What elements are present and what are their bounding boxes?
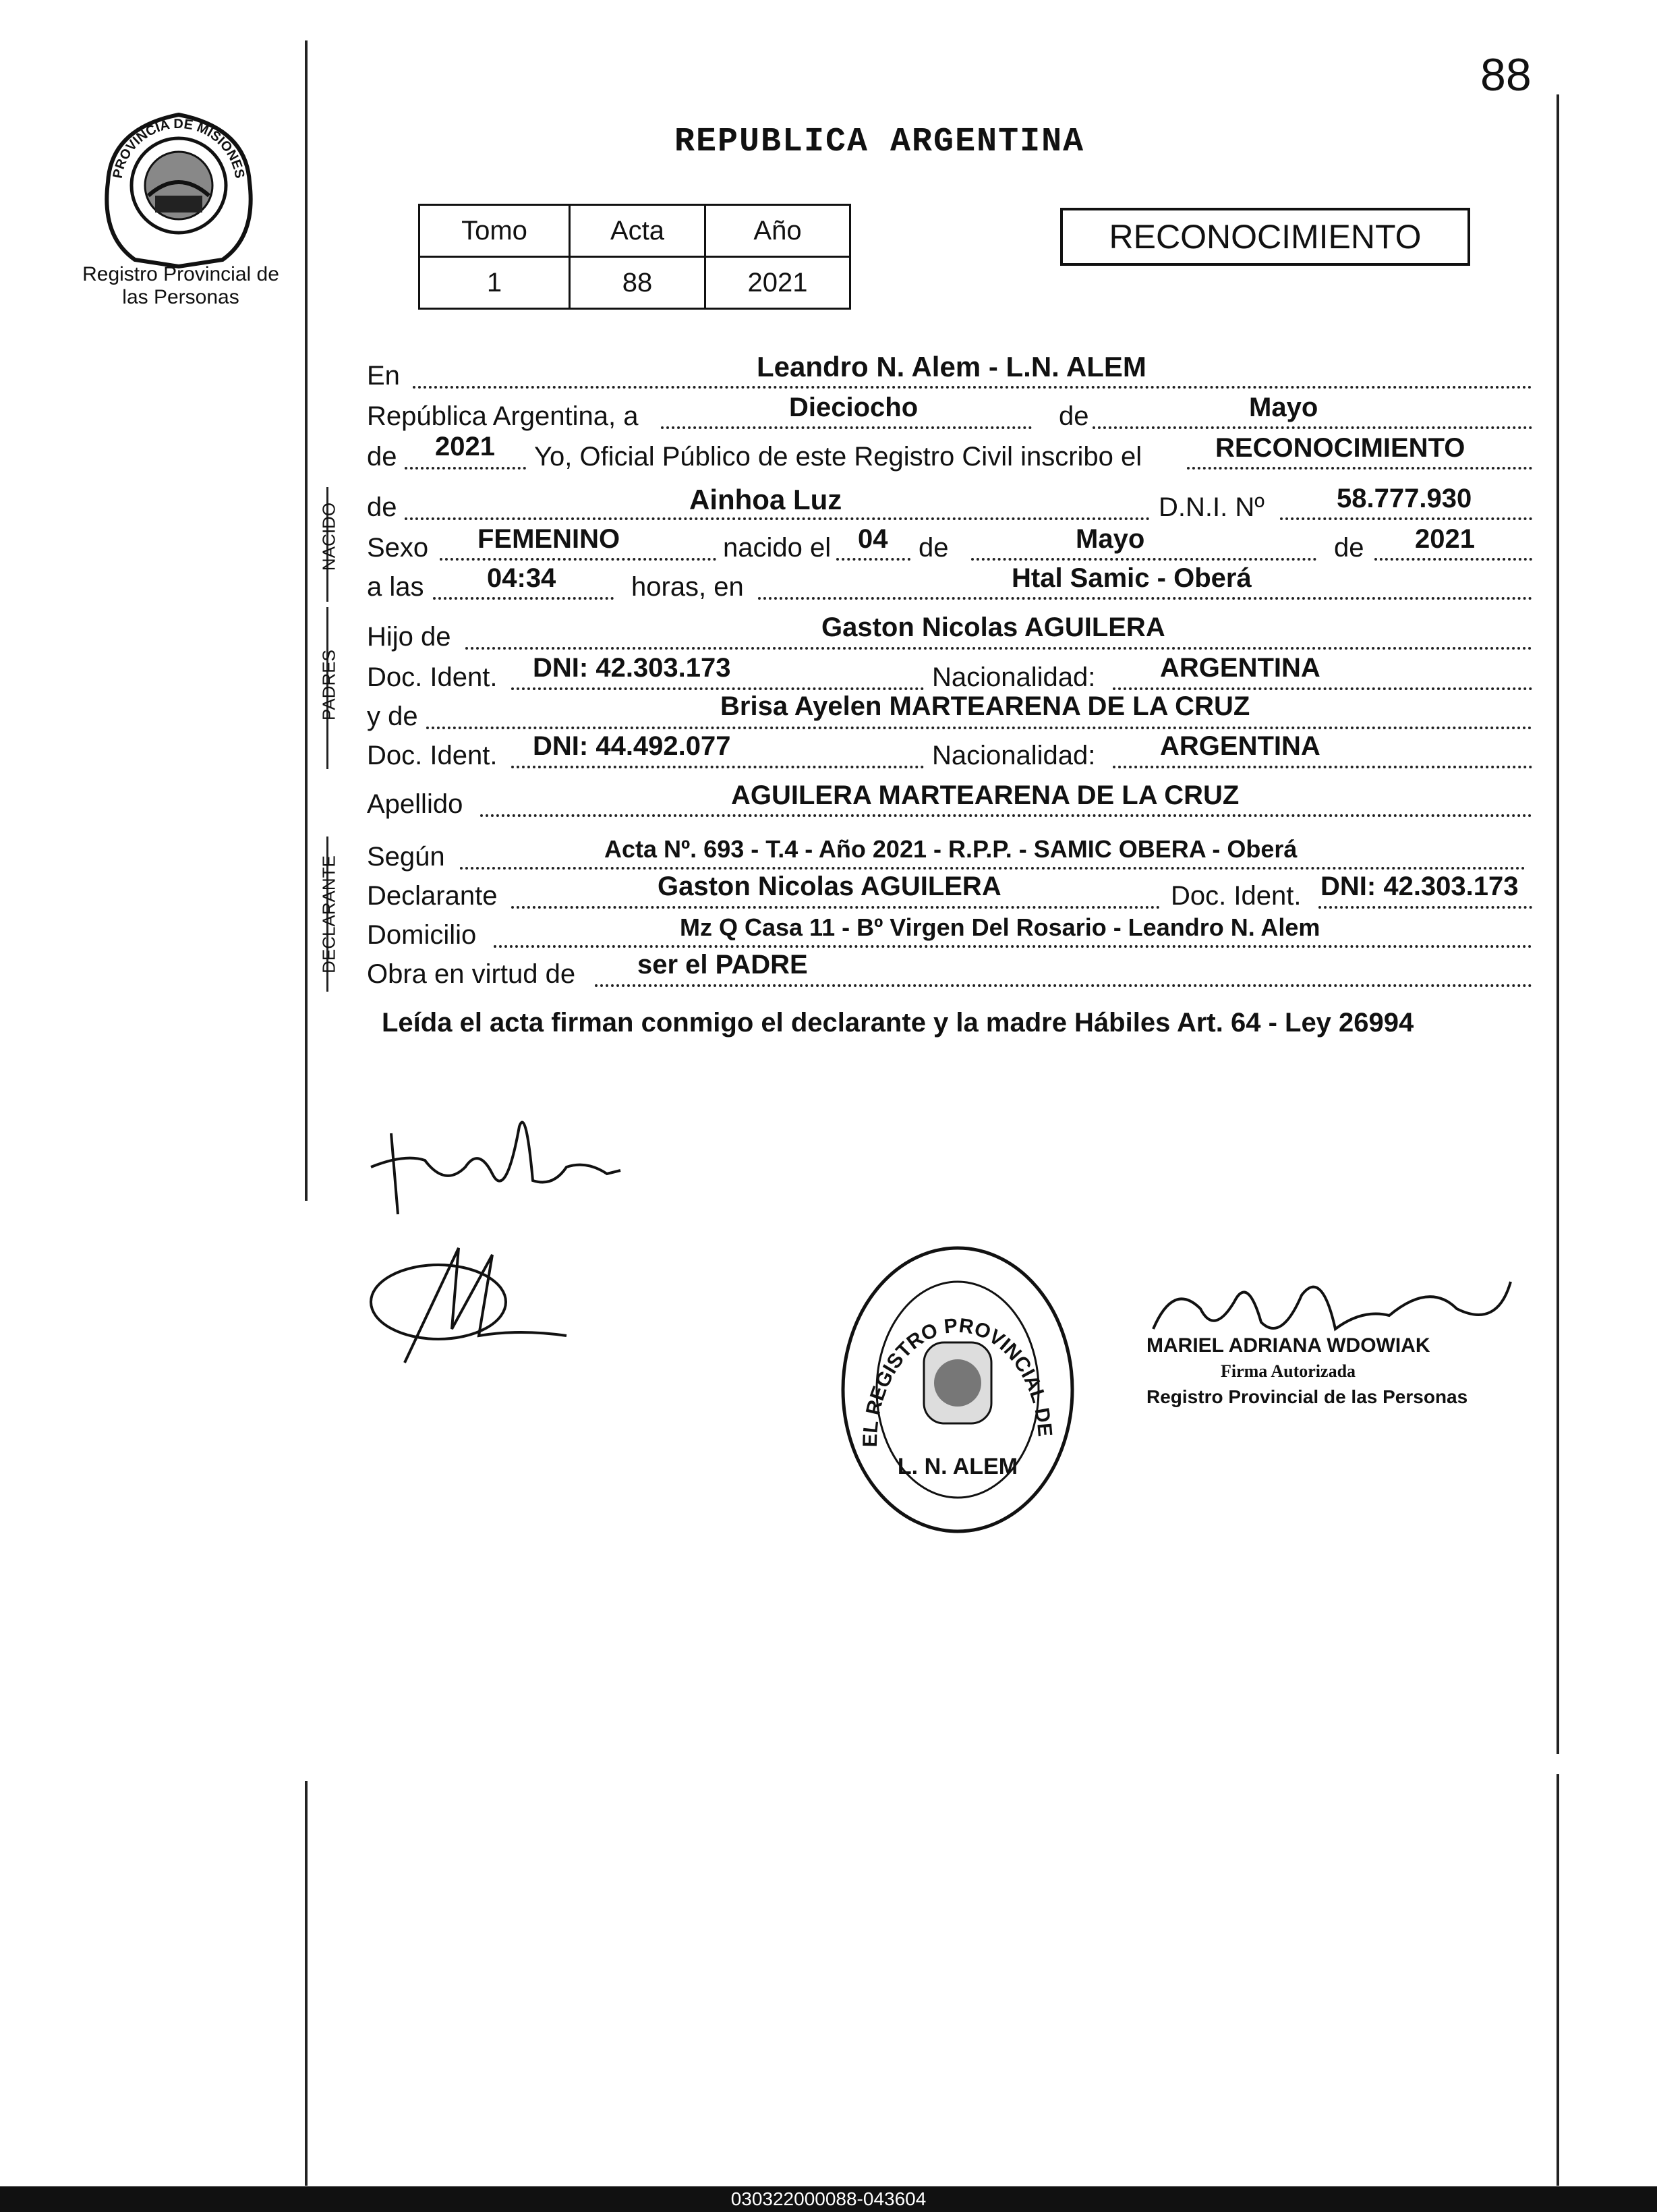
label-doc-ident: Doc. Ident. bbox=[367, 741, 498, 770]
label-doc-ident: Doc. Ident. bbox=[1171, 881, 1302, 911]
label-domicilio: Domicilio bbox=[367, 920, 477, 950]
dotted-line bbox=[1113, 687, 1532, 690]
father-name-value: Gaston Nicolas AGUILERA bbox=[821, 613, 1165, 642]
dotted-line bbox=[440, 558, 716, 561]
dotted-line bbox=[1374, 558, 1532, 561]
label-en: En bbox=[367, 361, 400, 391]
label-nacionalidad: Nacionalidad: bbox=[932, 741, 1096, 770]
father-nationality-value: ARGENTINA bbox=[1160, 653, 1320, 683]
label-dni: D.N.I. Nº bbox=[1159, 492, 1264, 522]
dotted-line bbox=[494, 945, 1532, 948]
mother-nationality-value: ARGENTINA bbox=[1160, 731, 1320, 761]
label-de: de bbox=[367, 492, 397, 522]
table-cell: 1 bbox=[419, 257, 570, 309]
mother-doc-value: DNI: 44.492.077 bbox=[533, 731, 731, 761]
footer-code-bar bbox=[0, 2186, 1657, 2212]
surname-value: AGUILERA MARTEARENA DE LA CRUZ bbox=[731, 781, 1240, 810]
birth-place-value: Htal Samic - Oberá bbox=[1012, 563, 1252, 593]
side-label-declarante: DECLARANTE bbox=[318, 855, 339, 973]
reason-value: ser el PADRE bbox=[637, 950, 808, 980]
document-type-box: RECONOCIMIENTO bbox=[1060, 208, 1470, 266]
footer-code: 030322000088-043604 bbox=[730, 2188, 927, 2209]
dotted-line bbox=[413, 386, 1532, 389]
birth-month-value: Mayo bbox=[1076, 524, 1145, 554]
dotted-line bbox=[426, 727, 1532, 729]
table-header: Tomo bbox=[419, 205, 570, 257]
side-label-nacido: NACIDO bbox=[318, 502, 339, 571]
dotted-line bbox=[405, 467, 526, 470]
label-obra-en-virtud: Obra en virtud de bbox=[367, 959, 576, 989]
father-doc-value: DNI: 42.303.173 bbox=[533, 653, 731, 683]
institution-name: Registro Provincial de las Personas bbox=[82, 263, 279, 308]
left-margin-line-lower bbox=[305, 1781, 308, 2186]
address-value: Mz Q Casa 11 - Bº Virgen Del Rosario - Leandro N. Alem bbox=[680, 913, 1320, 941]
declarant-value: Gaston Nicolas AGUILERA bbox=[658, 872, 1001, 901]
label-nacionalidad: Nacionalidad: bbox=[932, 662, 1096, 692]
reference-table bbox=[418, 204, 851, 310]
label-de: de bbox=[919, 533, 949, 563]
label-republica: República Argentina, a bbox=[367, 401, 639, 431]
left-margin-line bbox=[305, 40, 308, 1201]
dotted-line bbox=[1318, 906, 1532, 909]
svg-text:L. N. ALEM: L. N. ALEM bbox=[897, 1454, 1018, 1479]
closing-statement: Leída el acta firman conmigo el declarante y la madre Hábiles Art. 64 - Ley 26994 bbox=[382, 1008, 1414, 1038]
label-de: de bbox=[367, 442, 397, 472]
label-declarante: Declarante bbox=[367, 881, 498, 911]
dotted-line bbox=[460, 867, 1525, 870]
birth-time-value: 04:34 bbox=[487, 563, 556, 593]
dotted-line bbox=[511, 687, 924, 690]
province-logo bbox=[94, 101, 263, 270]
birth-year-value: 2021 bbox=[1415, 524, 1475, 554]
mother-name-value: Brisa Ayelen MARTEARENA DE LA CRUZ bbox=[720, 691, 1250, 721]
child-name-value: Ainhoa Luz bbox=[689, 484, 842, 515]
dotted-line bbox=[836, 558, 910, 561]
dotted-line bbox=[465, 647, 1532, 650]
place-value: Leandro N. Alem - L.N. ALEM bbox=[757, 351, 1146, 382]
dotted-line bbox=[405, 517, 1150, 520]
birth-day-value: 04 bbox=[858, 524, 888, 554]
dotted-line bbox=[511, 766, 924, 768]
dotted-line bbox=[1187, 467, 1532, 470]
page-title: REPUBLICA ARGENTINA bbox=[674, 123, 1085, 161]
dotted-line bbox=[480, 814, 1532, 817]
declarant-doc-value: DNI: 42.303.173 bbox=[1320, 872, 1519, 901]
dotted-line bbox=[971, 558, 1316, 561]
table-cell: 88 bbox=[570, 257, 705, 309]
table-cell: 2021 bbox=[705, 257, 850, 309]
label-yo-oficial: Yo, Oficial Público de este Registro Civil inscribo el bbox=[534, 442, 1142, 472]
label-a-las: a las bbox=[367, 572, 424, 602]
right-margin-line-lower bbox=[1557, 1774, 1559, 2186]
label-y-de: y de bbox=[367, 702, 418, 731]
dotted-line bbox=[433, 597, 614, 600]
svg-text:PROVINCIA DE MISIONES: PROVINCIA DE MISIONES bbox=[110, 116, 248, 180]
dotted-line bbox=[661, 426, 1032, 429]
day-words-value: Dieciocho bbox=[789, 393, 919, 422]
page-number: 88 bbox=[1480, 49, 1532, 101]
table-header: Año bbox=[705, 205, 850, 257]
label-nacido-el: nacido el bbox=[723, 533, 832, 563]
dotted-line bbox=[1113, 766, 1532, 768]
act-type-value: RECONOCIMIENTO bbox=[1215, 433, 1465, 463]
dotted-line bbox=[595, 984, 1532, 987]
right-margin-line bbox=[1557, 94, 1559, 1754]
dotted-line bbox=[1093, 426, 1532, 429]
label-hijo-de: Hijo de bbox=[367, 622, 451, 652]
year-value: 2021 bbox=[435, 432, 495, 461]
label-doc-ident: Doc. Ident. bbox=[367, 662, 498, 692]
official-name: MARIEL ADRIANA WDOWIAK bbox=[1146, 1334, 1430, 1357]
dotted-line bbox=[1280, 517, 1532, 520]
label-apellido: Apellido bbox=[367, 789, 463, 819]
table-header: Acta bbox=[570, 205, 705, 257]
label-de: de bbox=[1059, 401, 1089, 431]
side-label-padres: PADRES bbox=[318, 650, 339, 720]
label-de: de bbox=[1334, 533, 1364, 563]
dotted-line bbox=[511, 906, 1160, 909]
official-role: Firma Autorizada bbox=[1221, 1361, 1356, 1381]
label-segun: Según bbox=[367, 842, 445, 872]
label-horas-en: horas, en bbox=[631, 572, 744, 602]
mother-signature bbox=[364, 1228, 593, 1376]
child-dni-value: 58.777.930 bbox=[1337, 484, 1472, 513]
dotted-line bbox=[758, 597, 1532, 600]
month-value: Mayo bbox=[1249, 393, 1318, 422]
sex-value: FEMENINO bbox=[477, 524, 620, 554]
official-office: Registro Provincial de las Personas bbox=[1146, 1386, 1468, 1407]
label-sexo: Sexo bbox=[367, 533, 429, 563]
official-seal bbox=[836, 1241, 1079, 1538]
segun-value: Acta Nº. 693 - T.4 - Año 2021 - R.P.P. - SAMIC OBERA - Oberá bbox=[604, 835, 1298, 863]
svg-text:DELEGACION DEL REGISTRO PROVIN: EL REGISTRO PROVINCIAL DE bbox=[859, 1314, 1056, 1448]
declarant-signature bbox=[364, 1106, 634, 1221]
